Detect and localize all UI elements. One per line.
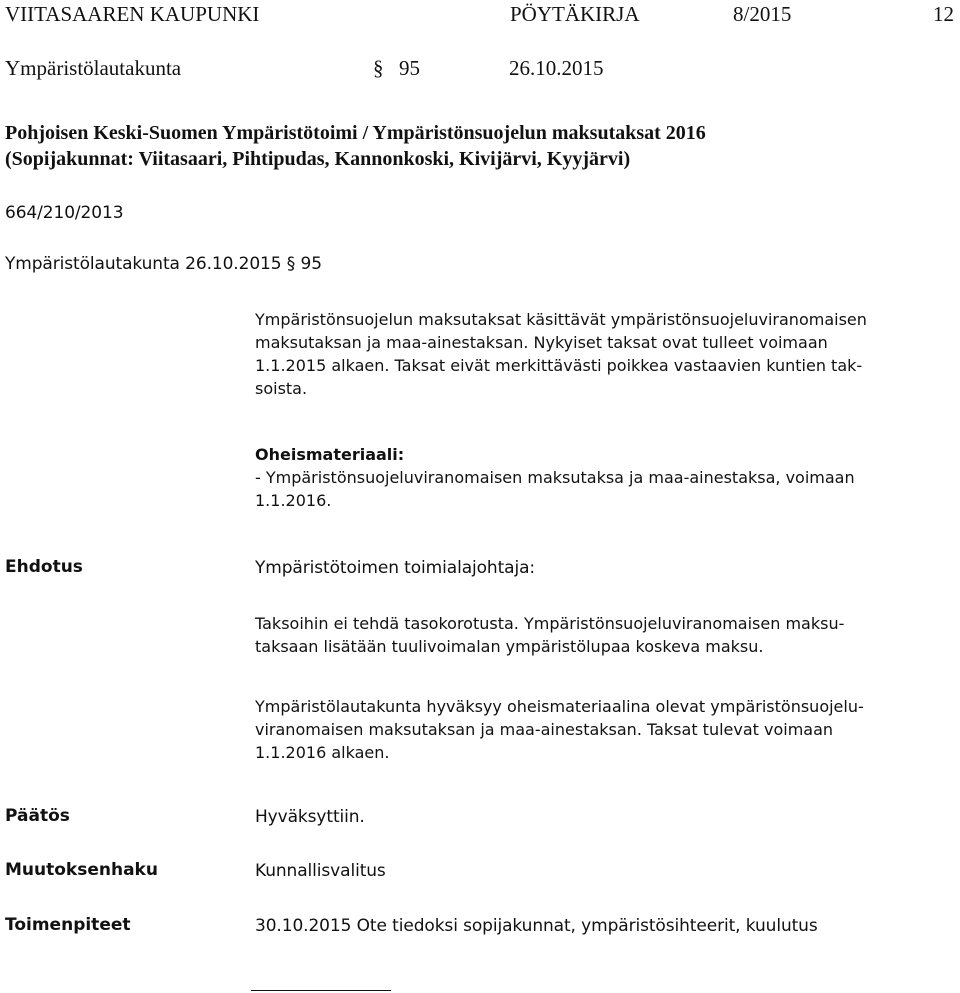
meeting-line-text: Ympäristölautakunta 26.10.2015 [5, 254, 282, 274]
meeting-date: 26.10.2015 [509, 56, 604, 80]
attachment-line: 1.1.2016. [255, 491, 332, 510]
proposal-paragraph-1 [255, 612, 955, 658]
page-title [5, 120, 706, 172]
page-number: 12 [933, 2, 954, 26]
section-number: 95 [399, 56, 420, 80]
decision-label: Päätös [5, 806, 70, 826]
footer-divider [251, 990, 391, 991]
appeal-text: Kunnallisvalitus [255, 861, 386, 881]
appeal-label: Muutoksenhaku [5, 860, 158, 880]
decision-text: Hyväksyttiin. [255, 807, 365, 827]
attachments-block [255, 443, 955, 512]
intro-line: soista. [255, 379, 308, 398]
intro-line: maksutaksan ja maa-ainestaksan. Nykyiset taksat ovat tulleet voimaan [255, 333, 828, 352]
section-symbol: § [373, 56, 384, 80]
intro-paragraph [255, 308, 955, 400]
title-line-2: (Sopijakunnat: Viitasaari, Pihtipudas, Kannonkoski, Kivijärvi, Kyyjärvi) [5, 148, 631, 170]
intro-line: Ympäristönsuojelun maksutaksat käsittävät ympäristönsuojeluviranomaisen [255, 310, 867, 329]
attachments-heading: Oheismateriaali: [255, 445, 405, 464]
proposal-line: viranomaisen maksutaksan ja maa-ainestaksan. Taksat tulevat voimaan [255, 720, 834, 739]
meeting-line-section-symbol: § [286, 254, 296, 274]
meeting-line [5, 254, 322, 274]
proposal-label: Ehdotus [5, 557, 83, 577]
actions-text: 30.10.2015 Ote tiedoksi sopijakunnat, ympäristösihteerit, kuulutus [255, 916, 818, 936]
committee-name: Ympäristölautakunta [5, 56, 182, 80]
proposal-line: Taksoihin ei tehdä tasokorotusta. Ympäristönsuojeluviranomaisen maksu- [255, 614, 845, 633]
proposal-line: taksaan lisätään tuulivoimalan ympäristölupaa koskeva maksu. [255, 637, 764, 656]
attachment-line: - Ympäristönsuojeluviranomaisen maksutaksa ja maa-ainestaksa, voimaan [255, 468, 855, 487]
proposal-paragraph-2 [255, 695, 955, 764]
actions-label: Toimenpiteet [5, 915, 131, 935]
document-type: PÖYTÄKIRJA [510, 2, 640, 26]
meeting-line-section-number: 95 [300, 254, 322, 274]
intro-line: 1.1.2015 alkaen. Taksat eivät merkittävästi poikkea vastaavien kuntien tak- [255, 356, 863, 375]
case-number: 664/210/2013 [5, 203, 124, 223]
proposal-line: 1.1.2016 alkaen. [255, 743, 390, 762]
document-number: 8/2015 [733, 2, 792, 26]
title-line-1: Pohjoisen Keski-Suomen Ympäristötoimi / Ympäristönsuojelun maksutaksat 2016 [5, 122, 706, 144]
proposal-line: Ympäristölautakunta hyväksyy oheismateriaalina olevat ympäristönsuojelu- [255, 697, 864, 716]
proposal-author: Ympäristötoimen toimialajohtaja: [255, 558, 536, 578]
municipality-name: VIITASAAREN KAUPUNKI [5, 2, 260, 26]
